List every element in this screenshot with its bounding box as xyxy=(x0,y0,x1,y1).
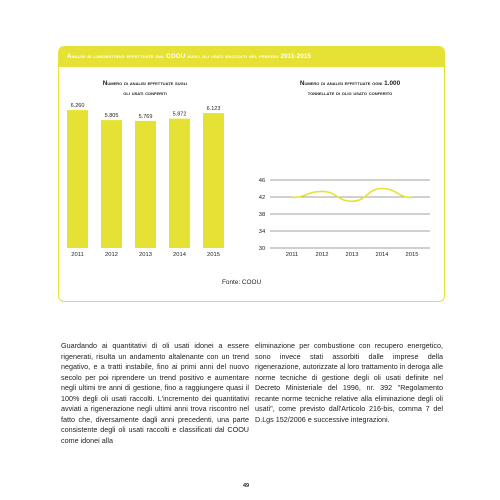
bar-2015 xyxy=(203,113,224,248)
bar-2013 xyxy=(135,121,156,248)
line-chart-title-line2: tonnellate di olio usato conferito xyxy=(307,90,393,97)
bar-value-label-2013: 5.769 xyxy=(138,113,153,120)
line-x-tick-2015: 2015 xyxy=(405,252,419,258)
line-y-tick-30: 30 xyxy=(258,246,266,252)
bar-value-label-2012: 5.805 xyxy=(104,113,119,120)
line-y-tick-34: 34 xyxy=(258,229,266,235)
line-chart-title-line1: Numero di analisi effettuate ogni 1.000 xyxy=(299,80,401,87)
bar-x-tick-2015: 2015 xyxy=(207,252,220,258)
bar-value-label-2011: 6.260 xyxy=(70,103,85,110)
source-note: Fonte: COOU xyxy=(222,279,262,286)
line-point-2015 xyxy=(411,197,413,199)
page-number: 49 xyxy=(243,483,250,489)
line-series xyxy=(292,189,412,202)
line-x-tick-2012: 2012 xyxy=(315,252,329,258)
line-point-2014 xyxy=(381,188,383,190)
line-point-2013 xyxy=(351,200,353,202)
bar-2012 xyxy=(101,120,122,248)
bar-2014 xyxy=(169,119,190,248)
line-y-tick-38: 38 xyxy=(258,212,266,218)
line-point-2011 xyxy=(291,197,293,199)
bar-value-label-2015: 6.123 xyxy=(206,106,221,113)
panel-title: Analisi di laboratorio effettuate dal COOU sugli oli usati raccolti nel periodo 2011-2015 xyxy=(67,53,312,60)
line-point-2012 xyxy=(321,191,323,193)
bar-chart-title-line1: Numero di analisi effettuate sugli xyxy=(102,80,188,87)
line-y-tick-42: 42 xyxy=(258,195,266,201)
line-x-tick-2014: 2014 xyxy=(375,252,389,258)
bar-x-tick-2012: 2012 xyxy=(105,252,118,258)
bar-x-tick-2011: 2011 xyxy=(71,252,84,258)
bar-x-tick-2014: 2014 xyxy=(173,252,186,258)
bar-2011 xyxy=(67,110,88,248)
body-column-right: eliminazione per combustione con recupero energetico, sono invece stati assorbiti dalle imprese della rigenerazione, autorizzate al loro trattamento in deroga alle norme tecniche di gestione degli oli usati definite nel Decreto Ministeriale del 1996, nr. 392 "Regolamento recante norme tecniche relative alla eliminazione degli oli usati", come previsto dall'Articolo 216-bis, comma 7 del D.Lgs 152/2006 e successive integrazioni. xyxy=(255,341,443,424)
line-x-tick-2011: 2011 xyxy=(285,252,299,258)
bar-value-label-2014: 5.872 xyxy=(172,111,187,118)
line-y-tick-46: 46 xyxy=(258,178,266,184)
line-x-tick-2013: 2013 xyxy=(345,252,359,258)
bar-x-tick-2013: 2013 xyxy=(139,252,152,258)
bar-chart-title-line2: oli usati conferiti xyxy=(123,90,167,97)
body-column-left: Guardando ai quantitativi di oli usati idonei a essere rigenerati, risulta un andamento altalenante con un trend negativo, e a tratti instabile, fino ai primi anni del nuovo secolo per poi riprendere un trend positivo e aumentare negli ultimi tre anni di gestione, fino a raggiungere quasi il 100% degli oli usati raccolti. L'incremento dei quantitativi avviati a rigenerazione negli ultimi anni trova riscontro nel fatto che, diversamente dagli anni precedenti, una parte consistente degli oli usati raccolti e classificati dal COOU come idonei alla xyxy=(61,341,249,445)
